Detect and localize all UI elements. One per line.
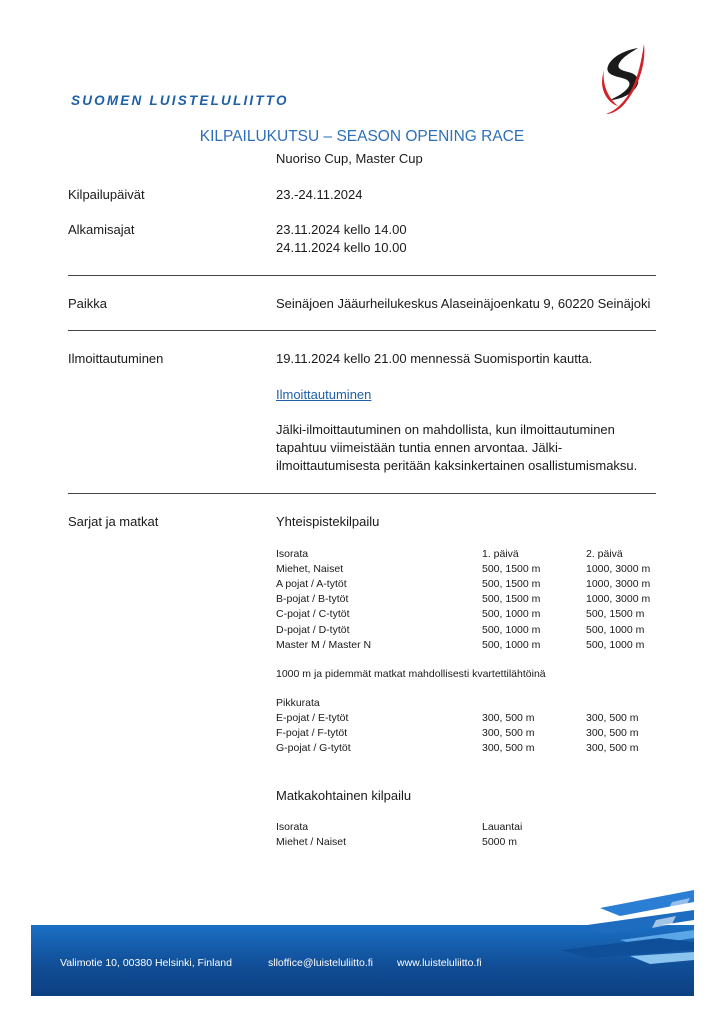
points-competition-title: Yhteispistekilpailu [276, 514, 380, 529]
place-label: Paikka [68, 296, 108, 311]
place-value: Seinäjoen Jääurheilukeskus Alaseinäjoenkatu 9, 60220 Seinäjoki [276, 296, 651, 311]
series-cell: Miehet / Naiset [276, 835, 347, 848]
table-header-row [276, 695, 666, 710]
table-row [276, 637, 666, 652]
day1-cell: 500, 1000 m [482, 638, 541, 651]
table-row [276, 576, 666, 591]
day1-cell: 300, 500 m [482, 726, 535, 739]
day1-cell: 500, 1500 m [482, 593, 541, 606]
divider [68, 275, 656, 276]
series-cell: A pojat / A-tytöt [276, 577, 347, 590]
small-track-table [276, 695, 666, 756]
registration-deadline: 19.11.2024 kello 21.00 mennessä Suomisportin kautta. [276, 351, 593, 366]
day2-cell: 300, 500 m [586, 711, 639, 724]
table-row [276, 592, 666, 607]
series-cell: G-pojat / G-tytöt [276, 742, 351, 755]
header-saturday: Lauantai [482, 820, 523, 833]
late-registration-line-1: Jälki-ilmoittautuminen on mahdollista, kun ilmoittautuminen [276, 422, 615, 437]
table-row [276, 725, 666, 740]
table-row [276, 622, 666, 637]
day1-cell: 500, 1500 m [482, 577, 541, 590]
registration-label: Ilmoittautuminen [68, 351, 164, 366]
distance-competition-title: Matkakohtainen kilpailu [276, 788, 412, 803]
late-registration-line-2: tapahtuu viimeistään tuntia ennen arvontaa. Jälki- [276, 440, 563, 455]
footer-website-link[interactable]: www.luisteluliitto.fi [397, 957, 482, 969]
day2-cell: 300, 500 m [586, 726, 639, 739]
footer-email-link[interactable]: slloffice@luisteluliitto.fi [268, 957, 374, 969]
series-cell: Master M / Master N [276, 638, 372, 651]
start-time-day2: 24.11.2024 kello 10.00 [276, 240, 407, 255]
start-time-day1: 23.11.2024 kello 14.00 [276, 222, 407, 237]
registration-link[interactable]: Ilmoittautuminen [276, 387, 372, 402]
header-track: Isorata [276, 820, 309, 833]
distance-cell: 5000 m [482, 835, 518, 848]
quartet-start-note: 1000 m ja pidemmät matkat mahdollisesti kvartettilähtöinä [276, 668, 546, 680]
header-small-track: Pikkurata [276, 696, 320, 709]
header-day2: 2. päivä [586, 547, 623, 560]
day1-cell: 500, 1500 m [482, 562, 541, 575]
day2-cell: 1000, 3000 m [586, 593, 651, 606]
distance-competition-table [276, 819, 586, 849]
series-label: Sarjat ja matkat [68, 514, 159, 529]
table-row [276, 710, 666, 725]
late-registration-line-3: ilmoittautumisesta peritään kaksinkertainen osallistumismaksu. [276, 458, 638, 473]
table-row [276, 561, 666, 576]
document-subtitle: Nuoriso Cup, Master Cup [276, 151, 423, 166]
series-cell: Miehet, Naiset [276, 562, 344, 575]
day1-cell: 300, 500 m [482, 711, 535, 724]
series-cell: C-pojat / C-tytöt [276, 608, 350, 621]
day1-cell: 500, 1000 m [482, 623, 541, 636]
table-header-row [276, 546, 666, 561]
header-day1: 1. päivä [482, 547, 519, 560]
start-times-label: Alkamisajat [68, 222, 135, 237]
organization-name: SUOMEN LUISTELULIITTO [71, 93, 289, 108]
day1-cell: 300, 500 m [482, 742, 535, 755]
series-cell: F-pojat / F-tytöt [276, 726, 348, 739]
day1-cell: 500, 1000 m [482, 608, 541, 621]
day2-cell: 500, 1500 m [586, 608, 645, 621]
footer-address: Valimotie 10, 00380 Helsinki, Finland [60, 957, 232, 969]
dates-value: 23.-24.11.2024 [276, 187, 363, 202]
day2-cell: 300, 500 m [586, 742, 639, 755]
divider [68, 330, 656, 331]
points-competition-table [276, 546, 666, 652]
skating-federation-logo [596, 40, 658, 116]
series-cell: B-pojat / B-tytöt [276, 593, 349, 606]
day2-cell: 500, 1000 m [586, 623, 645, 636]
table-row [276, 607, 666, 622]
series-cell: D-pojat / D-tytöt [276, 623, 350, 636]
header-track: Isorata [276, 547, 309, 560]
table-header-row [276, 819, 586, 834]
day2-cell: 1000, 3000 m [586, 562, 651, 575]
series-cell: E-pojat / E-tytöt [276, 711, 349, 724]
wave-decoration-graphic [560, 880, 694, 996]
table-row [276, 741, 666, 756]
dates-label: Kilpailupäivät [68, 187, 145, 202]
document-title: KILPAILUKUTSU – SEASON OPENING RACE [199, 128, 525, 145]
divider [68, 493, 656, 494]
day2-cell: 1000, 3000 m [586, 577, 651, 590]
table-row [276, 834, 586, 849]
day2-cell: 500, 1000 m [586, 638, 645, 651]
